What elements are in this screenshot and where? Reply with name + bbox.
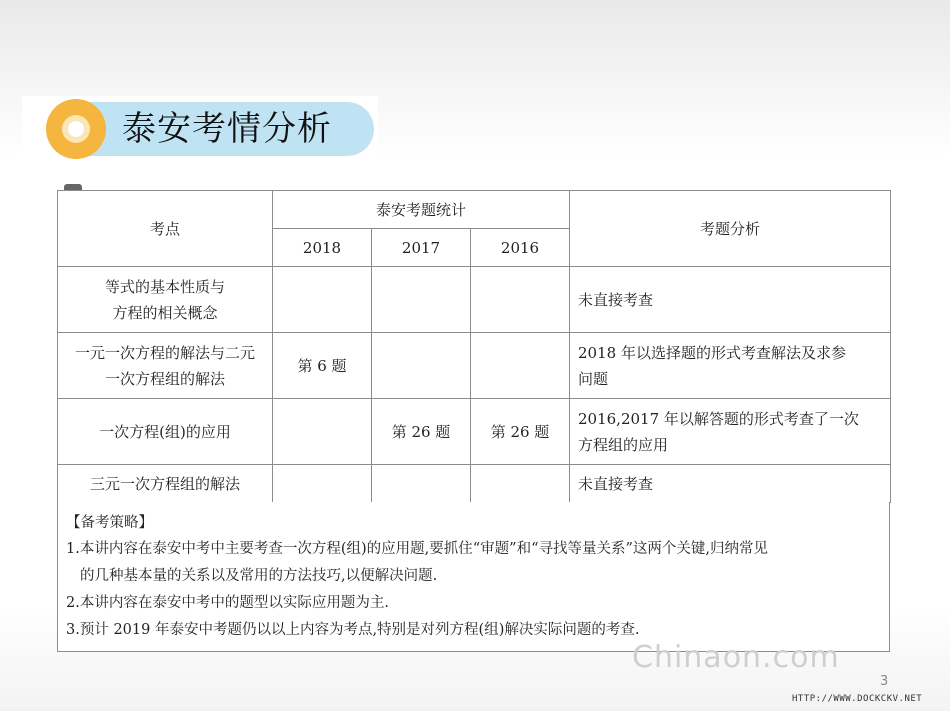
target-circle-icon [46, 99, 106, 159]
row-analysis [570, 465, 891, 503]
header-exam-analysis: 考题分析 [570, 191, 891, 267]
row-analysis [570, 267, 891, 333]
row-analysis-line: 未直接考查 [578, 290, 654, 309]
row-cell-2016 [471, 267, 570, 333]
row-cell-2017 [372, 465, 471, 503]
page-number: 3 [880, 674, 889, 689]
row-analysis-line: 未直接考查 [578, 474, 654, 493]
row-point-line: 三元一次方程组的解法 [89, 474, 240, 493]
row-analysis [570, 333, 891, 399]
header-exam-stats: 泰安考题统计 [273, 191, 570, 229]
row-point-line: 方程的相关概念 [112, 303, 218, 322]
strategy-line: 的几种基本量的关系以及常用的方法技巧,以便解决问题. [80, 568, 438, 584]
strategy-line: 1.本讲内容在泰安中考中主要考查一次方程(组)的应用题,要抓住“审题”和“寻找等量关系”这两个关键,归纳常见 [66, 541, 769, 557]
row-cell-2016 [471, 465, 570, 503]
row-analysis-line: 2018 年以选择题的形式考查解法及求参 [578, 343, 846, 362]
row-cell-2016 [471, 333, 570, 399]
header-year-2018: 2018 [273, 229, 372, 267]
row-cell-2018: 第 6 题 [273, 333, 372, 399]
row-exam-point [58, 399, 273, 465]
row-cell-2017 [372, 267, 471, 333]
table-row [58, 267, 891, 333]
row-cell-2018 [273, 399, 372, 465]
row-point-line: 等式的基本性质与 [104, 277, 225, 296]
footer-url: HTTP://WWW.DOCKCKV.NET [792, 694, 923, 704]
strategy-line: 2.本讲内容在泰安中考中的题型以实际应用题为主. [66, 595, 389, 611]
row-cell-2018 [273, 267, 372, 333]
table-row [58, 399, 891, 465]
row-analysis-line: 2016,2017 年以解答题的形式考查了一次 [578, 409, 859, 428]
row-exam-point [58, 333, 273, 399]
row-analysis-line: 方程组的应用 [578, 435, 669, 454]
row-cell-2017 [372, 333, 471, 399]
row-point-line: 一元一次方程的解法与二元 [74, 343, 255, 362]
header-year-2017: 2017 [372, 229, 471, 267]
table-row [58, 465, 891, 503]
header-year-2016: 2016 [471, 229, 570, 267]
table-row [58, 333, 891, 399]
watermark-text: Chinaon.com [632, 640, 840, 675]
row-cell-2016: 第 26 题 [471, 399, 570, 465]
page-title: 泰安考情分析 [122, 109, 332, 149]
row-point-line: 一次方程组的解法 [104, 369, 225, 388]
header-exam-point: 考点 [58, 191, 273, 267]
strategy-title: 【备考策略】 [66, 515, 153, 531]
row-exam-point [58, 465, 273, 503]
title-banner [22, 96, 378, 162]
row-analysis-line: 问题 [578, 369, 609, 388]
strategy-line: 3.预计 2019 年泰安中考题仍以以上内容为考点,特别是对列方程(组)解决实际问题的考查. [66, 622, 640, 638]
row-cell-2017: 第 26 题 [372, 399, 471, 465]
table-header-row [58, 191, 891, 229]
row-analysis [570, 399, 891, 465]
row-point-line: 一次方程(组)的应用 [99, 422, 231, 441]
row-exam-point [58, 267, 273, 333]
exam-statistics-table [57, 190, 891, 503]
exam-strategy-box [57, 502, 890, 652]
row-cell-2018 [273, 465, 372, 503]
